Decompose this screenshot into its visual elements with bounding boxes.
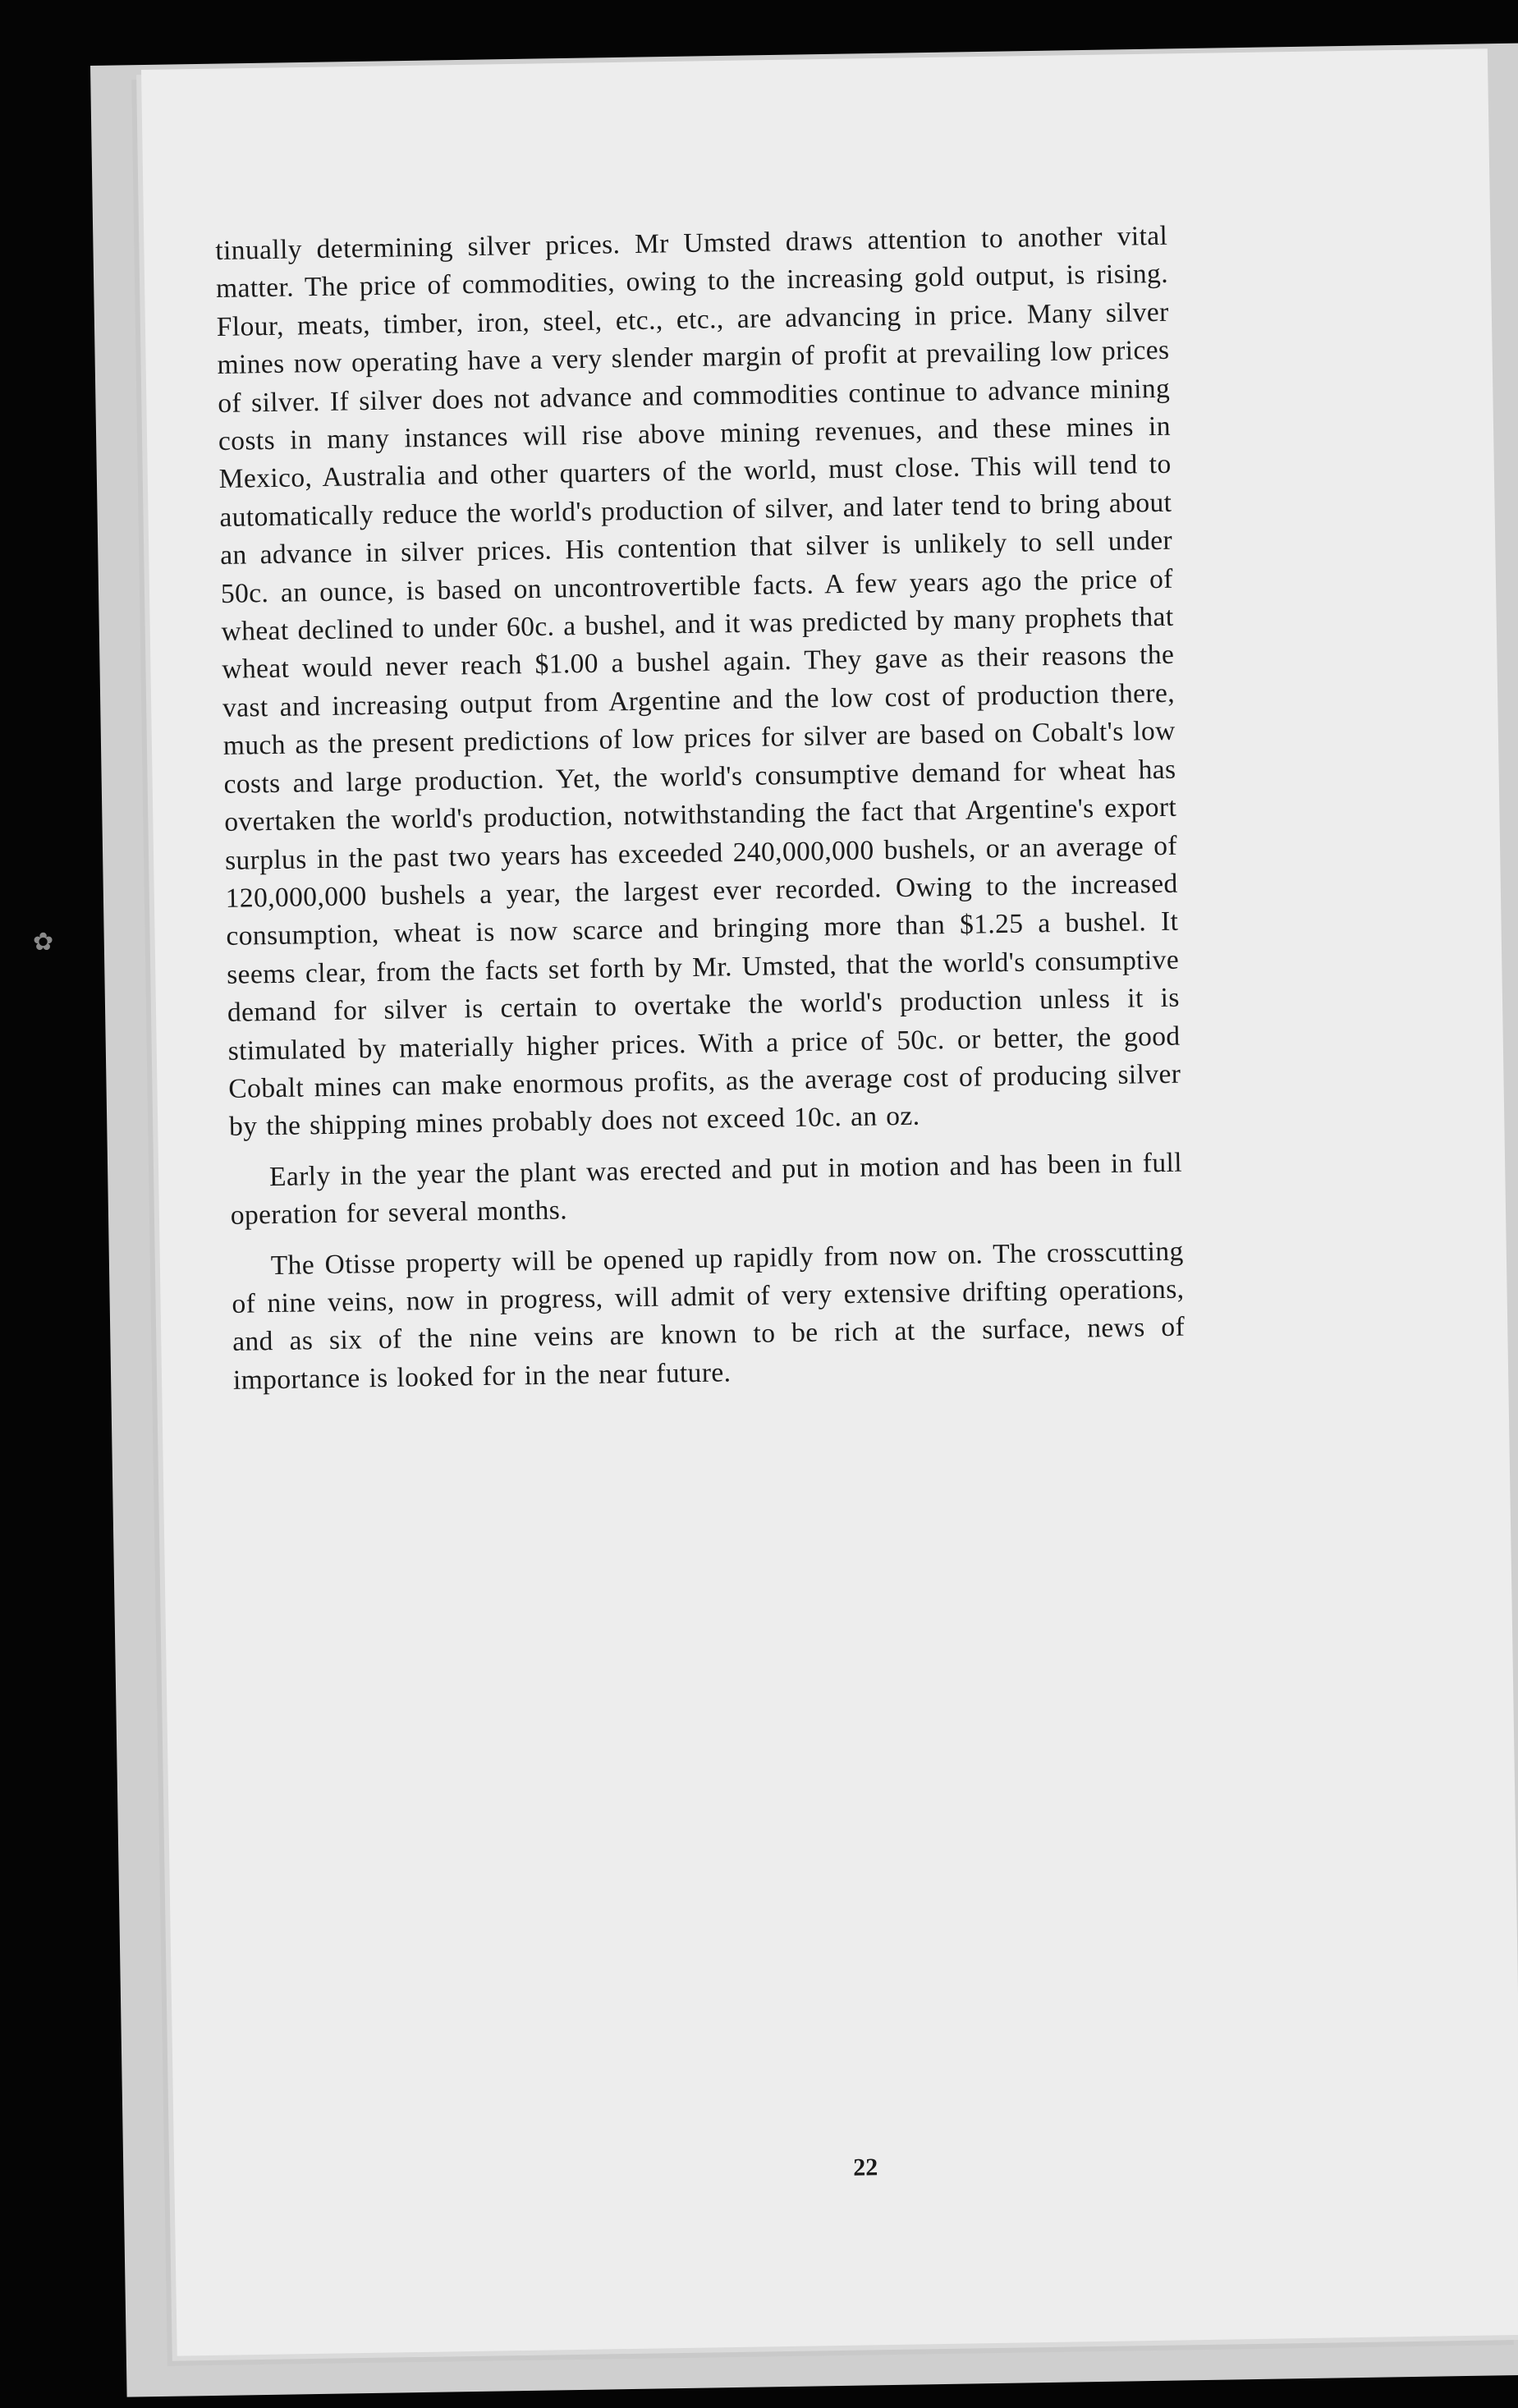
page-number: 22	[852, 2153, 878, 2181]
paragraph-2: Early in the year the plant was erected and put in motion and has been in full operation for several months.	[230, 1147, 1183, 1232]
paragraph-3: The Otisse property will be opened up rapidly from now on. The crosscutting of nine veins, now in progress, will admit of very extensive drifting operations, and as six of the nine veins are known to be rich at the surface, news of importance is looked for in the near future.	[232, 1236, 1186, 1396]
body-text	[215, 218, 1186, 1412]
scan-artifact-icon: ✿	[33, 928, 54, 956]
paragraph-1: tinually determining silver prices. Mr Umsted draws attention to another vital matter. The price of commodities, owing to the increasing gold output, is rising. Flour, meats, timber, iron, steel, etc., etc., are advancing in price. Many silver mines now operating have a very slender margin of profit at prevailing low prices of silver. If silver does not advance and commodities continue to advance mining costs in many instances will rise above mining revenues, and these mines in Mexico, Australia and other quarters of the world, must close. This will tend to automatically reduce the world's production of silver, and later tend to bring about an advance in silver prices. His contention that silver is unlikely to sell under 50c. an ounce, is based on uncontrovertible facts. A few years ago the price of wheat declined to under 60c. a bushel, and it was predicted by many prophets that wheat would never reach $1.00 a bushel again. They gave as their reasons the vast and increasing output from Argentine and the low cost of production there, much as the present predictions of low prices for silver are based on Cobalt's low costs and large production. Yet, the world's consumptive demand for wheat has overtaken the world's production, notwithstanding the fact that Argentine's export surplus in the past two years has exceeded 240,000,000 bushels, or an average of 120,000,000 bushels a year, the largest ever recorded. Owing to the increased consumption, wheat is now scarce and bringing more than $1.25 a bushel. It seems clear, from the facts set forth by Mr. Umsted, that the world's consumptive demand for silver is certain to overtake the world's production unless it is stimulated by materially higher prices. With a price of 50c. or better, the good Cobalt mines can make enormous profits, as the average cost of producing silver by the shipping mines probably does not exceed 10c. an oz.	[215, 220, 1181, 1143]
